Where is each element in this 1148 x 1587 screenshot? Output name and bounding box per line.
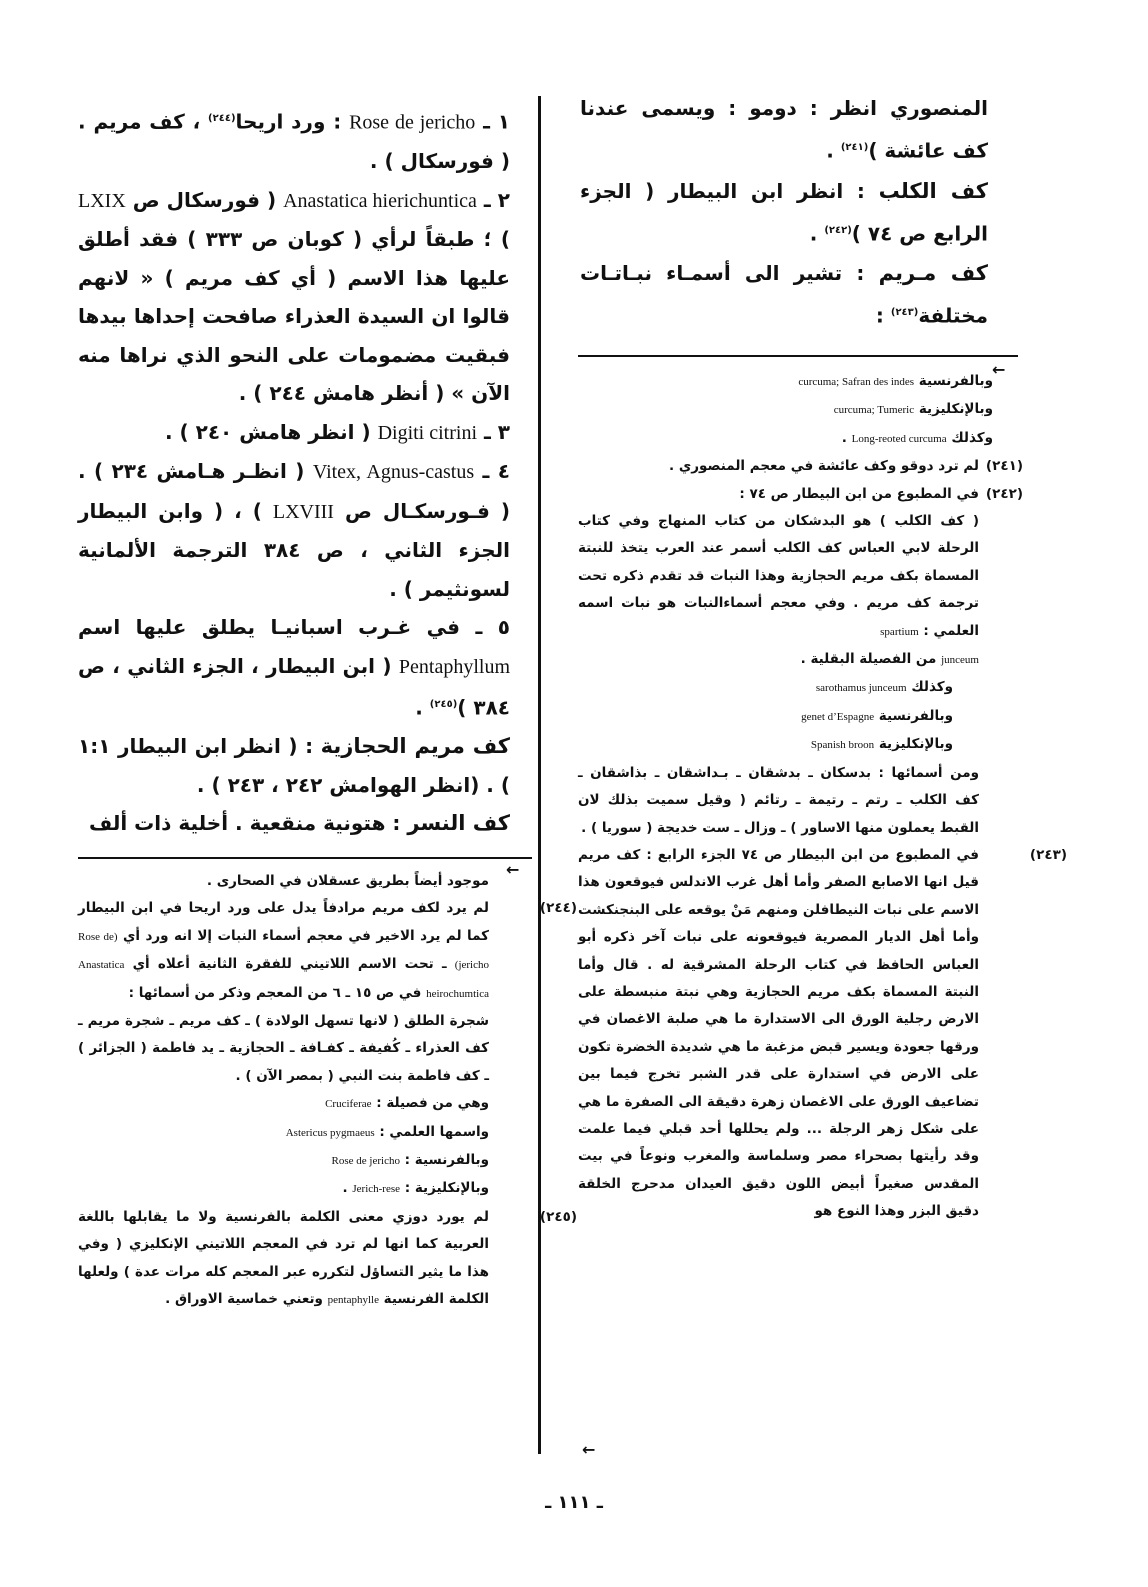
list-item-5: ٥ ـ في غـرب اسبانيـا يطلق عليها اسم Pentaphyllum ( ابن البيطار ، الجزء الثاني ، ص ٣٨٤ )$^{(٢٤٥)}$ . <box>78 615 510 720</box>
continuation-arrow-icon: ← <box>582 1440 596 1459</box>
entry-term: كف مريم الحجازية <box>320 734 510 759</box>
footnote-line: وبالإنكليزية : Jerich-rese . <box>342 1180 489 1197</box>
footnote-divider-left <box>78 857 532 859</box>
entry-term: كف النسر <box>407 811 510 836</box>
footnote-243: (٢٤٣)في المطبوع من ابن البيطار ص ٧٤ الجزء الرابع : كف مريم قيل انها الاصابع الصفر وأما أهل غرب الاندلس فيوقعون هذا الاسم على نبات النيطافلن ومنهم مَنْ يوقعه على البنجنكشت وأما أهل الديار المصرية فيوقعونه على نبات آخر ذكره أبو العباس الحافظ في كتاب الرحلة المشرقية له . قال وأما النبتة المسماة بكف مريم الحجازية وهي نبتة منبسطة على الارض رجلية الورق الى الاستدارة ما هي صلبة الاغصان في ورقها جعودة ويسير قبض مزغبة ما هي شديدة الخضرة تكون على الارض في استدارة على قدر الشبر تخرج فيما بين تضاعيف الورق على الاغصان زهرة دقيقة الى الصفرة ما هي على شكل زهر الرجلة ... ولم يحللها أحد قبلي فيما علمت وقد رأيتها بصحراء مصر وسلماسة والمغرب ونوعاً في بيت المقدس صغيراً أبيض اللون دقيق العيدان مدحرج الخلقة دقيق البزر وهذا النوع هو <box>578 846 1067 1220</box>
footnote-242: (٢٤٢)في المطبوع من ابن البيطار ص ٧٤ : <box>739 485 1023 502</box>
footnote-242-body: ( كف الكلب ) هو البدشكان من كتاب المنهاج وفي كتاب الرحلة لابي العباس كف الكلب أسمر عند العرب يتخذ للنبتة المسماة بكف مريم الحجازية وهذا النبات قد تقدم ذكره تحت ترجمة كف مريم . وفي معجم أسماءالنبات هو نبات اسمه العلمي : spartium <box>578 513 979 639</box>
continuation-arrow-icon: ← <box>506 860 520 879</box>
footnote-line: وبالفرنسية : Rose de jericho <box>331 1152 489 1169</box>
footnote-244: (٢٤٤)لم يرد لكف مريم مرادفاً يدل على ورد اريحا في ابن البيطار كما لم يرد الاخير في معجم أسماء النبات إلا انه ورد أي (Rose de jericho) ـ تحت الاسم اللاتيني للفقرة الثانية أعلاه أي Anastatica heirochumtica في ص ١٥ ـ ٦ من المعجم وذكر من أسمائها : <box>78 900 577 1001</box>
list-item-4: ٤ ـ Vitex, Agnus-castus ( انظـر هـامش ٢٣٤ ) . ( فـورسكـال ص LXVIII ) ، ( وابن البيطار الجزء الثاني ، ص ٣٨٤ الترجمة الألمانية لسونثيمر ) . <box>78 459 510 601</box>
entry-kaf-maryam-hijaziya: كف مريم الحجازية : ( انظر ابن البيطار ١:١ ) . (انظر الهوامش ٢٤٢ ، ٢٤٣ ) . <box>78 734 510 797</box>
footnote-245: (٢٤٥)لم يورد دوزي معنى الكلمة بالفرنسية ولا ما يقابلها باللغة العربية كما انها لم ترد في المعجم اللاتيني الإنكليزي ( وفي هذا ما يثير التساؤل لتكرره عبر المعجم كله مرات عدة ) ولعلها الكلمة الفرنسية pentaphylle وتعني خماسية الاوراق . <box>78 1208 577 1308</box>
entry-mansuri: المنصوري انظر : دومو : ويسمى عندنا كف عائشة )$^{(٢٤١)}$ . <box>580 96 988 163</box>
footnote-242-family: junceum من الفصيلة البقلية . <box>800 651 979 668</box>
footnote-241: (٢٤١)لم ترد دوقو وكف عائشة في معجم المنصوري . <box>669 458 1023 475</box>
footnote-242-names: ومن أسمائها : بدسكان ـ بدشقان ـ بـداشقان ـ بذاشقان ـ كف الكلب ـ رتم ـ رتيمة ـ رتائم ( وقيل سميت بذلك لان القبط يعملون منها الاساور ) ـ وزال ـ ست خديجة ( سوريا ) . <box>578 764 979 836</box>
list-item-1: ١ ـ Rose de jericho : ورد اريحا$^{(٢٤٤)}$ ، كف مريم . ( فورسكال ) . <box>78 109 510 174</box>
entry-term: كف مـريم <box>878 261 988 286</box>
footnote-line: وبالفرنسية genet d’Espagne <box>801 707 953 724</box>
left-footnotes <box>78 868 577 1315</box>
entry-kaf-alkalb: كف الكلب : انظر ابن البيطار ( الجزء الرابع ص ٧٤ )$^{(٢٤٢)}$ . <box>580 178 988 246</box>
entry-kaf-maryam: كف مـريم : تشير الى أسمـاء نبـاتـات مختلفة$^{(٢٤٣)}$ : <box>580 261 988 328</box>
entry-kaf-alnasr: كف النسر : هتونية منقعية . أخلية ذات ألف <box>89 811 510 836</box>
footnote-line: واسمها العلمي : Astericus pygmaeus <box>285 1123 489 1140</box>
list-item-3: ٣ ـ Digiti citrini ( انظر هامش ٢٤٠ ) . <box>164 419 510 444</box>
entry-term: كف الكلب <box>878 178 988 203</box>
page-number: ـ ١١١ ـ <box>545 1492 603 1513</box>
footnote-continuation: موجود أيضاً بطريق عسقلان في الصحارى . <box>206 873 489 889</box>
footnote-line: وهي من فصيلة : Cruciferae <box>325 1095 489 1112</box>
right-footnotes <box>578 368 1067 1226</box>
continuation-arrow-icon: ← <box>992 360 1006 379</box>
footnote-line: وكذلك sarothamus junceum <box>815 679 953 696</box>
footnote-244-names: شجرة الطلق ( لانها تسهل الولادة ) ـ كف مريم ـ شجرة مريم ـ كف العذراء ـ كُفيفة ـ كفـافة ـ الحجازية ـ يد فاطمة ( الجزائر ) ـ كف فاطمة بنت النبي ( بمصر الآن ) . <box>78 1013 489 1084</box>
footnote-divider-right <box>578 355 1018 357</box>
footnote-line: وبالفرنسية curcuma; Safran des indes <box>798 373 993 389</box>
footnote-line: وبالإنكليزية Spanish broon <box>810 736 953 753</box>
left-main-text <box>78 100 510 843</box>
right-main-text <box>580 88 988 336</box>
column-divider <box>538 96 541 1454</box>
footnote-line: وبالإنكليزية curcuma; Tumeric <box>833 401 993 418</box>
footnote-line: وكذلك Long-reoted curcuma . <box>841 429 993 446</box>
list-item-2: ٢ ـ Anastatica hierichuntica ( فورسكال ص LXIX ) ؛ طبقاً لرأي ( كوبان ص ٣٣٣ ) فقد أطلق عليها هذا الاسم ( أي كف مريم ) « لانهم قالوا ان السيدة العذراء صافحت إحداها بيدها فبقيت مضمومات على النحو الذي نراها منه الآن » ( أنظر هامش ٢٤٤ ) . <box>78 187 510 406</box>
